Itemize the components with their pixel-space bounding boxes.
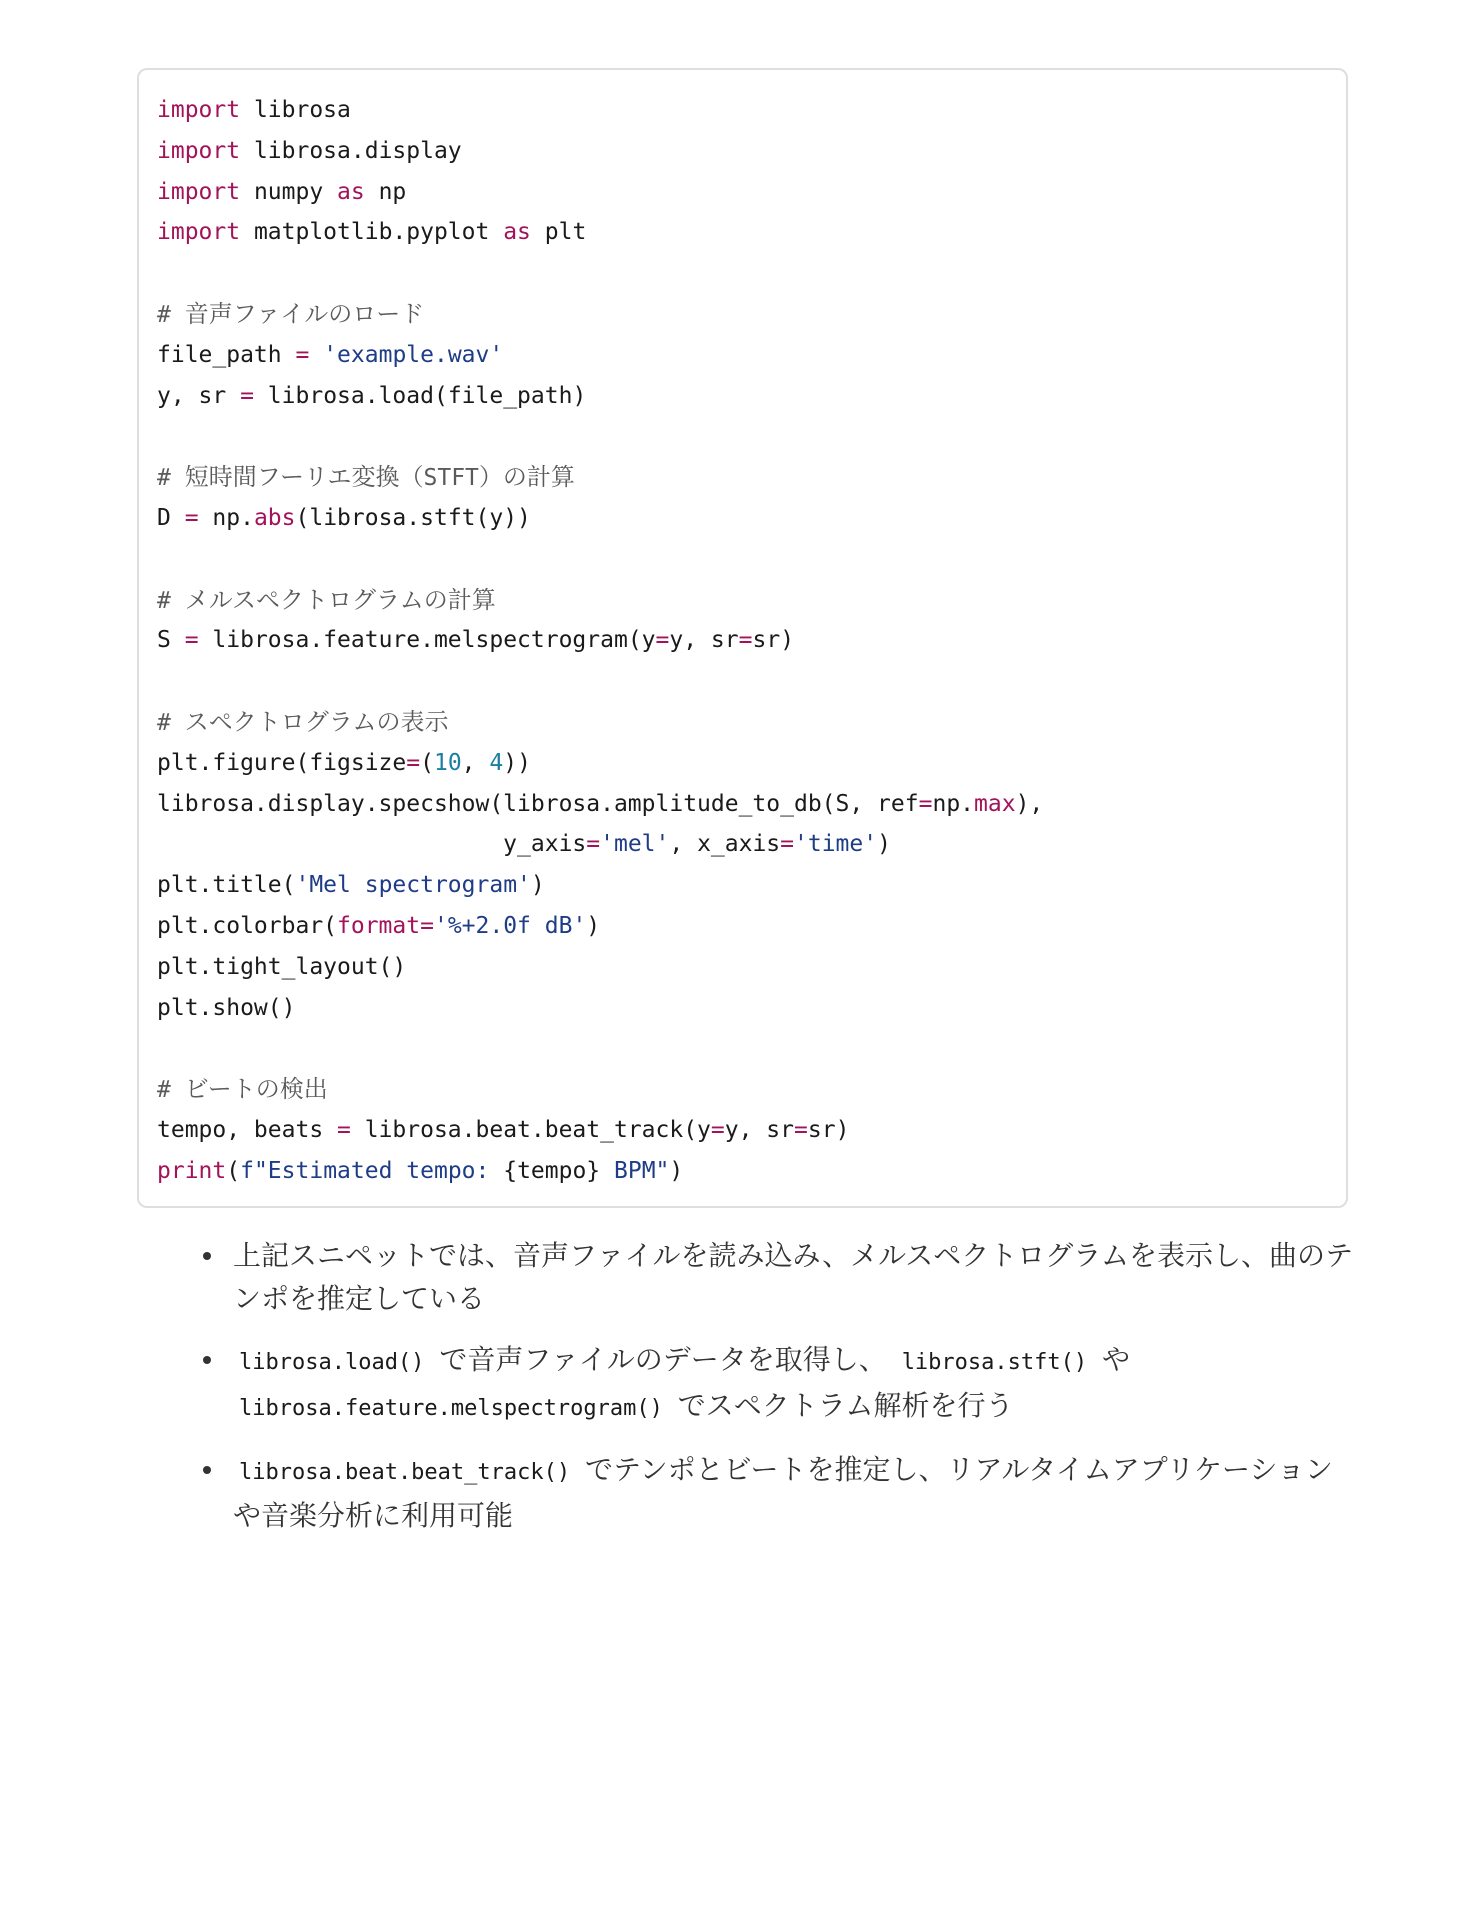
code-token: np. xyxy=(198,504,254,531)
code-token: '%+2.0f dB' xyxy=(433,912,587,939)
code-token: (librosa.stft(y)) xyxy=(295,504,531,531)
code-token: ) xyxy=(877,831,891,858)
code-token xyxy=(309,342,323,368)
code-token: abs xyxy=(253,504,296,531)
code-token: plt.tight_layout() xyxy=(157,953,407,980)
code-block xyxy=(137,68,1348,1208)
code-token: 4 xyxy=(489,749,504,776)
code-line xyxy=(157,743,1328,784)
code-line xyxy=(157,661,1328,702)
code-token: ）の計算 xyxy=(478,463,575,492)
code-token: librosa xyxy=(240,97,351,123)
code-token: # xyxy=(157,709,185,736)
code-token: = xyxy=(738,627,753,654)
code-token: f"Estimated tempo: xyxy=(240,1157,504,1184)
code-token: librosa.beat.beat_track(y xyxy=(350,1116,711,1143)
code-token: librosa.display xyxy=(240,137,462,164)
code-line xyxy=(157,988,1328,1029)
code-token: S xyxy=(157,627,185,654)
code-token: = xyxy=(420,912,434,939)
code-line xyxy=(157,1028,1328,1069)
code-token: 音声ファイルのロード xyxy=(184,299,425,328)
code-token: # xyxy=(157,1077,185,1104)
code-token: y, sr xyxy=(724,1116,795,1143)
inline-code: librosa.load() xyxy=(239,1350,425,1375)
code-token: import xyxy=(157,97,241,123)
code-line xyxy=(157,457,1328,498)
bullet-dot-icon xyxy=(203,1252,211,1260)
code-token: sr) xyxy=(807,1116,850,1143)
code-token: file_path xyxy=(157,341,296,368)
code-token: plt xyxy=(530,219,587,246)
code-line xyxy=(157,947,1328,988)
bullet-list xyxy=(195,1234,1355,1555)
code-token: = xyxy=(184,504,199,531)
code-token: tempo, beats xyxy=(157,1116,338,1143)
code-token: import xyxy=(157,178,241,205)
code-token: np. xyxy=(932,790,975,817)
code-token: , x_axis xyxy=(669,831,781,858)
code-token: = xyxy=(710,1116,725,1143)
code-token: ) xyxy=(530,872,545,899)
code-token: {tempo} xyxy=(503,1157,601,1184)
code-token: = xyxy=(240,382,254,409)
code-line xyxy=(157,172,1328,213)
code-line xyxy=(157,702,1328,743)
inline-code: librosa.stft() xyxy=(901,1350,1088,1375)
bullet-item xyxy=(195,1234,1355,1320)
code-token: 'mel' xyxy=(600,831,670,858)
code-line xyxy=(157,1110,1328,1151)
code-token: as xyxy=(503,219,531,246)
bullet-dot-icon xyxy=(203,1466,211,1474)
bullet-item xyxy=(195,1338,1355,1430)
bullet-text: で音声ファイルのデータを取得し、 xyxy=(430,1343,896,1376)
code-token: y, sr xyxy=(669,627,739,654)
code-line xyxy=(157,498,1328,539)
code-line xyxy=(157,131,1328,172)
code-token: )) xyxy=(503,749,531,776)
code-token: 'example.wav' xyxy=(323,341,504,368)
code-token: # xyxy=(157,587,185,614)
code-token: = xyxy=(794,1116,808,1143)
code-line xyxy=(157,416,1328,457)
code-token: = xyxy=(406,749,421,776)
code-token: as xyxy=(337,178,365,205)
code-token: numpy xyxy=(240,178,338,205)
bullet-item xyxy=(195,1448,1355,1537)
code-token: librosa.load(file_path) xyxy=(253,382,587,409)
code-token: スペクトログラムの表示 xyxy=(184,707,449,736)
code-token: 'time' xyxy=(794,831,878,858)
code-token: 10 xyxy=(433,749,462,776)
code-line xyxy=(157,906,1328,947)
code-token: STFT xyxy=(423,465,479,492)
code-token: max xyxy=(974,790,1016,817)
code-token: # xyxy=(157,465,185,492)
code-token: 'Mel spectrogram' xyxy=(295,872,531,899)
code-token: plt.title( xyxy=(157,872,296,899)
code-token: = xyxy=(655,627,670,654)
code-token: ) xyxy=(586,912,601,939)
code-token: plt.show() xyxy=(157,994,296,1021)
code-token: format xyxy=(337,912,421,939)
code-token: import xyxy=(157,137,241,164)
code-token: ), xyxy=(1015,790,1044,817)
code-token: librosa.display.specshow(librosa.amplitude_to_db(S, ref xyxy=(157,790,919,817)
code-token: = xyxy=(780,831,795,858)
code-line xyxy=(157,90,1328,131)
code-token: D xyxy=(157,504,185,531)
code-line xyxy=(157,620,1328,661)
bullet-dot-icon xyxy=(203,1356,211,1364)
code-token: # xyxy=(157,301,185,328)
code-token: 短時間フーリエ変換（ xyxy=(184,463,424,492)
code-line xyxy=(157,1151,1328,1192)
code-token: sr) xyxy=(752,627,795,654)
code-line xyxy=(157,784,1328,825)
code-line xyxy=(157,539,1328,580)
bullet-text: 上記スニペットでは、音声ファイルを読み込み、メルスペクトログラムを表示し、曲のテンポを推定している xyxy=(233,1239,1354,1315)
code-token: ( xyxy=(420,749,434,776)
code-line xyxy=(157,335,1328,376)
code-token: , xyxy=(461,749,490,776)
code-token: ) xyxy=(669,1157,684,1184)
code-token: = xyxy=(184,627,199,654)
code-token: = xyxy=(918,790,933,817)
code-token: plt.figure(figsize xyxy=(157,749,407,776)
bullet-text: でスペクトラム解析を行う xyxy=(668,1389,1014,1422)
code-line xyxy=(157,865,1328,906)
code-line xyxy=(157,824,1328,865)
code-token: ビートの検出 xyxy=(184,1075,328,1104)
inline-code: librosa.beat.beat_track() xyxy=(239,1460,571,1485)
code-line xyxy=(157,1069,1328,1110)
code-line xyxy=(157,253,1328,294)
code-token: メルスペクトログラムの計算 xyxy=(184,585,496,614)
code-line xyxy=(157,580,1328,621)
code-token: print xyxy=(157,1157,227,1184)
code-token: import xyxy=(157,219,241,246)
code-line xyxy=(157,376,1328,417)
code-token: np xyxy=(364,178,407,205)
code-token: plt.colorbar( xyxy=(157,912,338,939)
code-token: = xyxy=(337,1116,351,1143)
code-token: ( xyxy=(226,1157,241,1184)
code-token: = xyxy=(586,831,601,858)
bullet-text: でテンポとビートを推定し、リアルタイムアプリケーションや音楽分析に利用可能 xyxy=(233,1453,1333,1532)
inline-code: librosa.feature.melspectrogram() xyxy=(239,1396,663,1421)
code-line xyxy=(157,294,1328,335)
code-token: y, sr xyxy=(157,382,241,409)
code-token: BPM" xyxy=(600,1157,670,1184)
code-line xyxy=(157,212,1328,253)
code-token: = xyxy=(295,341,310,368)
bullet-text: や xyxy=(1093,1343,1131,1376)
code-token: y_axis xyxy=(157,831,587,858)
code-token: matplotlib.pyplot xyxy=(240,219,504,246)
code-token: librosa.feature.melspectrogram(y xyxy=(198,627,656,654)
